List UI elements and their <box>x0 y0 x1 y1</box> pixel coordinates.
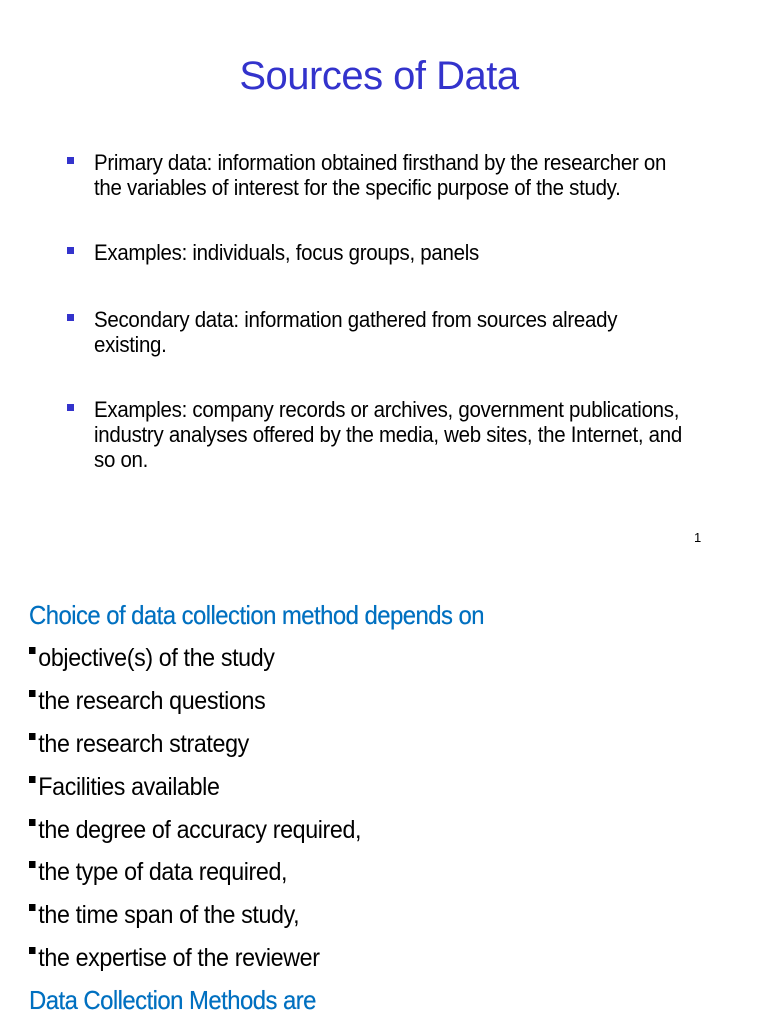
list-item <box>29 857 287 887</box>
next-section-heading: Data Collection Methods are <box>29 985 316 1015</box>
square-bullet-icon <box>67 157 74 164</box>
bullet-text: Primary data: information obtained firsthand by the researcher on the variables of interest for the specific purpose of the study. <box>94 150 667 200</box>
bullet-text: Examples: company records or archives, government publications, industry analyses offered by the media, web sites, the Internet, and so on. <box>94 397 682 472</box>
bullet-text: Secondary data: information gathered from sources already existing. <box>94 307 618 357</box>
square-bullet-icon <box>29 776 36 783</box>
list-item <box>29 900 299 930</box>
square-bullet-icon <box>67 247 74 254</box>
square-bullet-icon <box>29 861 36 868</box>
square-bullet-icon <box>29 947 36 954</box>
square-bullet-icon <box>29 819 36 826</box>
list-item <box>29 729 249 759</box>
square-bullet-icon <box>67 404 74 411</box>
list-item <box>29 643 275 673</box>
list-item-text: the degree of accuracy required, <box>38 816 362 844</box>
square-bullet-icon <box>67 314 74 321</box>
square-bullet-icon <box>29 647 36 654</box>
page-number: 1 <box>694 530 702 545</box>
square-bullet-icon <box>29 690 36 697</box>
section-heading: Choice of data collection method depends on <box>29 600 484 630</box>
list-item <box>29 943 320 973</box>
square-bullet-icon <box>29 904 36 911</box>
list-item-text: the type of data required, <box>38 858 288 886</box>
list-item-text: the research questions <box>38 687 266 715</box>
list-item-text: the research strategy <box>38 730 249 758</box>
list-item-text: objective(s) of the study <box>38 644 275 672</box>
list-item <box>29 686 265 716</box>
list-item-text: the time span of the study, <box>38 901 300 929</box>
square-bullet-icon <box>29 733 36 740</box>
list-item-text: Facilities available <box>38 773 220 801</box>
list-item-text: the expertise of the reviewer <box>38 944 320 972</box>
slide-title: Sources of Data <box>239 54 519 98</box>
bullet-text: Examples: individuals, focus groups, panels <box>94 240 479 265</box>
list-item <box>29 815 361 845</box>
list-item <box>29 772 220 802</box>
